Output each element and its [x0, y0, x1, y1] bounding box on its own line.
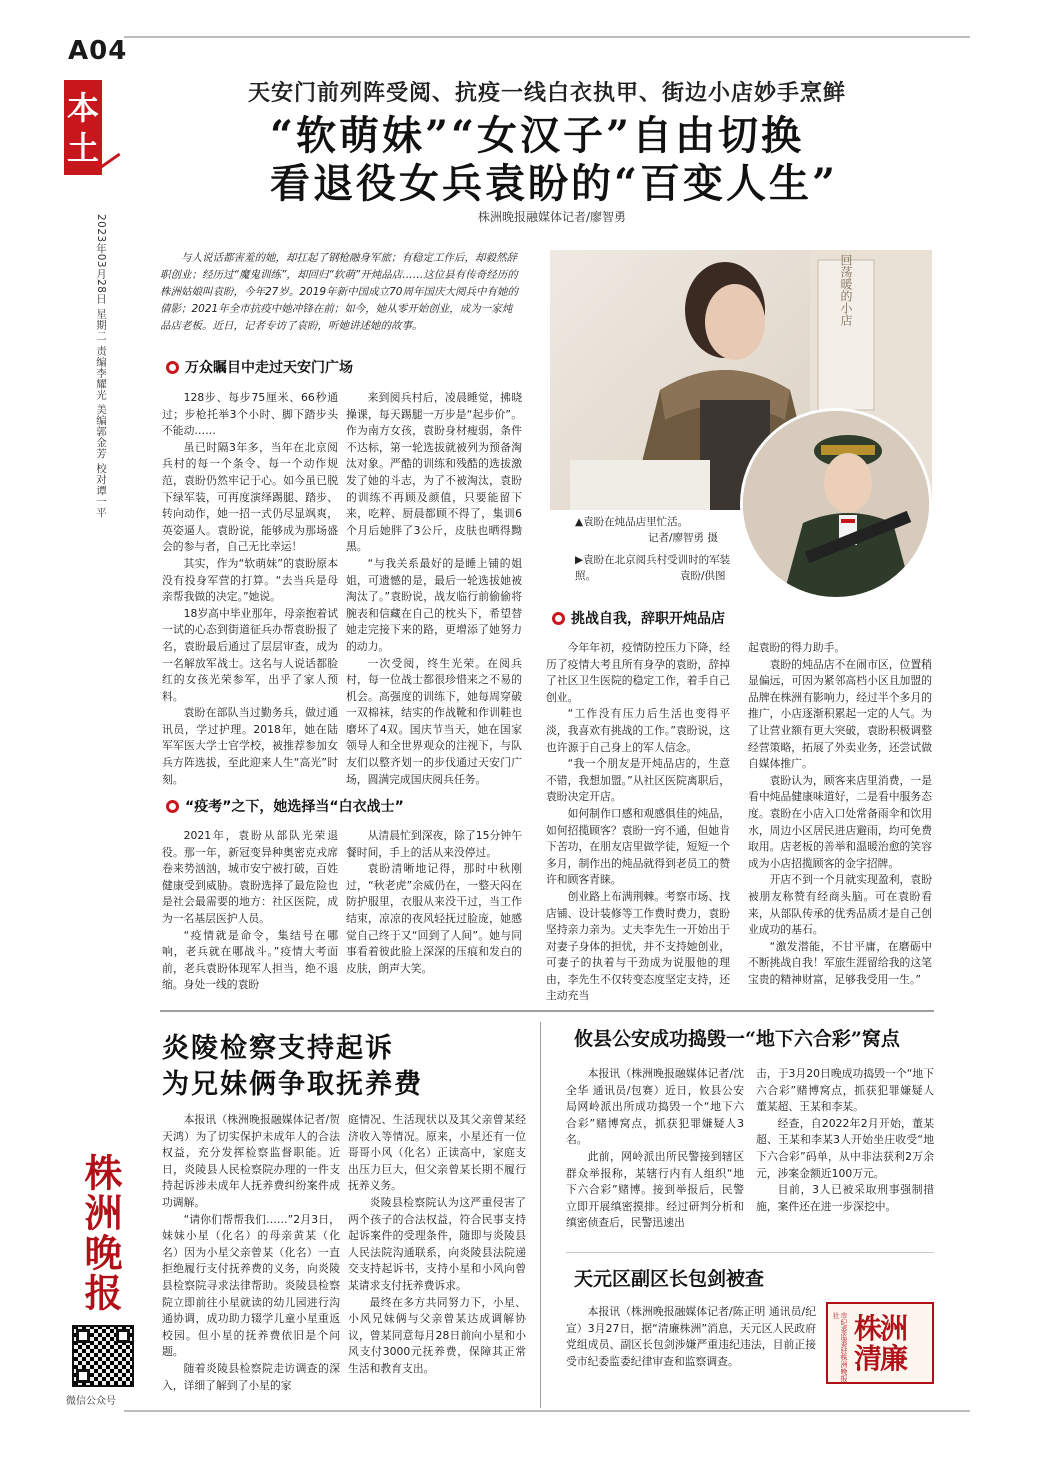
stamp-small-text: 市纪委监委驻株洲晚报社: [832, 1312, 848, 1382]
section-label: 本土: [64, 80, 102, 175]
subhead-startup: 挑战自我，辞职开炖品店: [552, 608, 725, 628]
yanling-title-1: 炎陵检察支持起诉: [162, 1033, 394, 1064]
feature-lead: 与人说话都害羞的她，却扛起了钢枪融身军旅；有稳定工作后，却毅然辞职创业；经历过“魔鬼训练”，却回归“软萌”开炖品店……这位县有传奇经历的株洲姑娘叫袁盼，今年27岁。2019年新中国成立70周年国庆大阅兵中有她的倩影；2021年全市抗疫中她冲锋在前；如今，她从零开始创业，成为一家炖品店老板。近日，记者专访了袁盼，听她讲述她的故事。: [160, 252, 518, 332]
caption-2-credit: 袁盼/供图: [680, 570, 726, 582]
caption-1-credit: 记者/廖智勇 摄: [648, 532, 718, 544]
caption-1: ▲袁盼在炖品店里忙活。: [575, 516, 689, 528]
yanling-col2: 庭情况、生活现状以及其父亲曾某经济收入等情况。原来，小星还有一位哥哥小风（化名）正读高中，家庭支出压力巨大，但父亲曾某长期不履行抚养义务。 炎陵县检察院认为这严重侵害了两个孩子的合法权益，符合民事支持起诉案件的受理条件，随即与炎陵县人民法院沟通联系，向炎陵县法院递交支持起诉书，支持小星和小风向曾某请求支付抚养费诉求。 最终在多方共同努力下，小星、小风兄妹俩与父亲曾某达成调解协议，曾某同意每月28日前向小星和小风支付3000元抚养费，保障其正常生活和教育支出。: [348, 1113, 526, 1375]
feature-kicker: 天安门前列阵受阅、抗疫一线白衣执甲、街边小店妙手烹鲜: [248, 81, 847, 106]
subhead-epidemic: “疫考”之下，她选择当“白衣战士”: [166, 796, 404, 816]
qr-code-icon[interactable]: [72, 1325, 134, 1387]
youxian-title: 攸县公安成功捣毁一“地下六合彩”窝点: [574, 1028, 900, 1050]
brand-logo: 株洲晚报: [78, 1153, 123, 1313]
tianyuan-title: 天元区副区长包剑被查: [574, 1268, 765, 1290]
top-rule: [124, 36, 970, 38]
yanling-col1: 本报讯（株洲晚报融媒体记者/贺天鸿）为了切实保护未成年人的合法权益，充分发挥检察监督职能。近日，炎陵县人民检察院办理的一件支持起诉涉未成年人抚养费纠纷案件成功调解。 “请你们帮帮我们……”2月3日，妹妹小星（化名）的母亲黄某（化名）因为小星父亲曾某（化名）一直拒绝履行支付抚养费的义务，向炎陵县检察院寻求法律帮助。炎陵县检察院立即前往小星就读的幼儿园进行沟通协调，成功助力辍学儿童小星重返校园。但小星的抚养费依旧是个问题。 随着炎陵县检察院走访调查的深入，详细了解到了小星的家: [162, 1113, 340, 1392]
mid-rule: [160, 1010, 934, 1012]
wechat-label: 微信公众号: [66, 1396, 116, 1407]
caption-2: ▶袁盼在北京阅兵村受训时的军装照。: [575, 554, 731, 582]
lower-column-divider: [540, 1022, 541, 1408]
circle-bullet-icon: [166, 800, 179, 813]
feature-byline: 株洲晚报融媒体记者/廖智勇: [478, 210, 627, 224]
page-number: A04: [68, 36, 128, 66]
photo-sign-text: 回荡暖的小店: [839, 254, 853, 326]
section3-col2: 起袁盼的得力助手。 袁盼的炖品店不在闹市区，位置稍显偏远，可因为紧邻高档小区且加盟的品牌在株洲有影响力，经过半个多月的推广，小店逐渐积累起一定的人气。为了让营业额有更大突破，袁盼积极调整经营策略，拓展了外卖业务，还尝试做自媒体推广。 袁盼认为，顾客来店里消费，一是看中炖品健康味道好，二是看中服务态度。袁盼在小店入口处常备雨伞和饮用水，周边小区居民进店避雨，均可免费取用。店老板的善举和温暖治愈的笑容成为小店招揽顾客的金字招牌。 开店不到一个月就实现盈利，袁盼被朋友称赞有经商头脑。可在袁盼看来，从部队传承的优秀品质才是自己创业成功的基石。 “激发潜能，不甘平庸，在磨砺中不断挑战自我！军旅生涯留给我的这笔宝贵的精神财富，足够我受用一生。”: [748, 641, 932, 986]
stamp-text: 株洲清廉: [854, 1312, 907, 1375]
circle-bullet-icon: [166, 361, 179, 374]
tianyuan-rule: [566, 1252, 934, 1253]
circle-bullet-icon: [552, 612, 565, 625]
integrity-stamp: [826, 1302, 934, 1384]
photo-soldier-illustration: [743, 411, 929, 597]
section3-col1: 今年年初，疫情防控压力下降，经历了疫情大考且所有身孕的袁盼，辞掉了社区卫生医院的稳定工作，着手自己创业。 “工作没有压力后生活也变得平淡，我喜欢有挑战的工作。”袁盼说，这也许源于自己身上的军人信念。 “我一个朋友是开炖品店的，生意不错，我想加盟。”从社区医院离职后，袁盼决定开店。 如何制作口感和观感俱佳的炖品，如何招揽顾客？袁盼一窍不通，但她肯下苦功，在朋友店里做学徒，短短一个多月，制作出的炖品就得到老员工的赞许和顾客青睐。 创业路上布满荆棘。考察市场、找店铺、设计装修等工作费时费力，袁盼坚持亲力亲为。丈夫李先生一开始出于对妻子身体的担忧，并不支持她创业，可妻子的执着与干劲成为说服他的理由，李先生不仅转变态度坚定支持，还主动充当: [546, 641, 730, 1003]
feature-headline-1: “软萌妹”“女汉子”自由切换: [270, 112, 805, 159]
date-editor-line: 2023年03月28日 星期二 责编李耀光 美编郭金芳 校对谭一平: [95, 214, 107, 518]
section2-col1: 2021年，袁盼从部队光荣退役。那一年，新冠变异种奥密克戎席卷来势汹汹，城市安宁被打破，百姓健康受到威胁。袁盼选择了最危险也是社会最需要的地方：社区医院，成为一名基层医护人员。 “疫情就是命令，集结号在哪响，老兵就在哪战斗。”疫情大考面前，老兵袁盼体现军人担当，绝不退缩。身处一线的袁盼: [162, 829, 338, 992]
section2-col2: 从清晨忙到深夜，除了15分钟午餐时间，手上的活从来没停过。 袁盼清晰地记得，那时中秋刚过，“秋老虎”余威仍在，一整天闷在防护服里，衣服从来没干过，当工作结束，凉凉的夜风轻抚过脸庞，她感觉自己终于又“回到了人间”。她与同事看着彼此脸上深深的压痕和发白的皮肤，朗声大笑。: [346, 829, 522, 975]
subhead-tiananmen: 万众瞩目中走过天安门广场: [166, 357, 353, 377]
bottom-rule: [124, 1410, 970, 1412]
section1-col1: 128步、每步75厘米、66秒通过；步枪托举3个小时、脚下踏步头不能动…… 虽已时隔3年多，当年在北京阅兵村的每一个条令、每一个动作规范，袁盼仍然牢记于心。如今虽已脱下绿军装，可再度演绎踢腿、踏步、转向动作，她一招一式仍尽显飒爽，英姿逼人。袁盼说，能够成为那场盛会的参与者，自己无比幸运！ 其实，作为“软萌妹”的袁盼原本没有投身军营的打算。“去当兵是母亲帮我做的决定。”她说。 18岁高中毕业那年，母亲抱着试一试的心态到街道征兵办帮袁盼报了名，袁盼最后通过了层层审查，成为一名解放军战士。这名与人说话都脸红的女孩光荣参军，出乎了家人预料。 袁盼在部队当过勤务兵，做过通讯员，学过护理。2018年，她在陆军军医大学士官学校，被推荐参加女兵方阵选拔，至此迎来人生“高光”时刻。: [162, 391, 338, 786]
youxian-col2: 击，于3月20日晚成功捣毁一个“地下六合彩”赌博窝点，抓获犯罪嫌疑人董某超、王某和李某。 经查，自2022年2月开始，董某超、王某和李某3人开始坐庄收受“地下六合彩”码单，从中非法获利2万余元，涉案金额近100万元。 目前，3人已被采取刑事强制措施，案件还在进一步深挖中。: [756, 1067, 934, 1213]
feature-headline-2: 看退役女兵袁盼的“百变人生”: [270, 160, 839, 207]
photo-soldier: [740, 408, 932, 600]
youxian-col1: 本报讯（株洲晚报融媒体记者/沈全华 通讯员/包赛）近日，攸县公安局网岭派出所成功捣毁一个“地下六合彩”赌博窝点，抓获犯罪嫌疑人3名。 此前，网岭派出所民警接到辖区群众举报称，某辖行内有人组织“地下六合彩”赌博。接到举报后，民警立即开展缜密摸排。经过研判分析和缜密侦查后，民警迅速出: [566, 1067, 744, 1230]
tianyuan-body: 本报讯（株洲晚报融媒体记者/陈正明 通讯员/纪宣）3月27日，据“清廉株洲”消息，天元区人民政府党组成员、副区长包剑涉嫌严重违纪违法，目前正接受市纪委监委纪律审查和监察调查。: [566, 1305, 816, 1368]
section1-col2: 来到阅兵村后，凌晨睡觉，拂晓操课，每天踢腿一万步是“起步价”。作为南方女孩，袁盼身材瘦弱，条件不达标，第一轮选拔就被列为预备淘汰对象。严酷的训练和残酷的选拔激发了她的斗志，为了不被淘汰，袁盼的训练不再顾及颜值，只要能留下来，吃粹、厨晨都顾不得了，集训6个月后她胖了3公斤，皮肤也晒得黝黑。 “与我关系最好的是睡上铺的姐姐，可遗憾的是，最后一轮选拔她被淘汰了。”袁盼说，战友临行前偷偷将腕表和信藏在自己的枕头下，希望替她走完接下来的路，更增添了她努力的动力。 一次受阅，终生光荣。在阅兵村，每一位战士都很珍惜来之不易的机会。高强度的训练下，她每周穿破一双棉袜，结实的作战靴和作训鞋也磨坏了4双。国庆节当天，她在国家领导人和全世界观众的注视下，与队友们以整齐划一的步伐通过天安门广场，圆满完成国庆阅兵任务。: [346, 391, 522, 786]
yanling-title-2: 为兄妹俩争取抚养费: [162, 1069, 423, 1100]
